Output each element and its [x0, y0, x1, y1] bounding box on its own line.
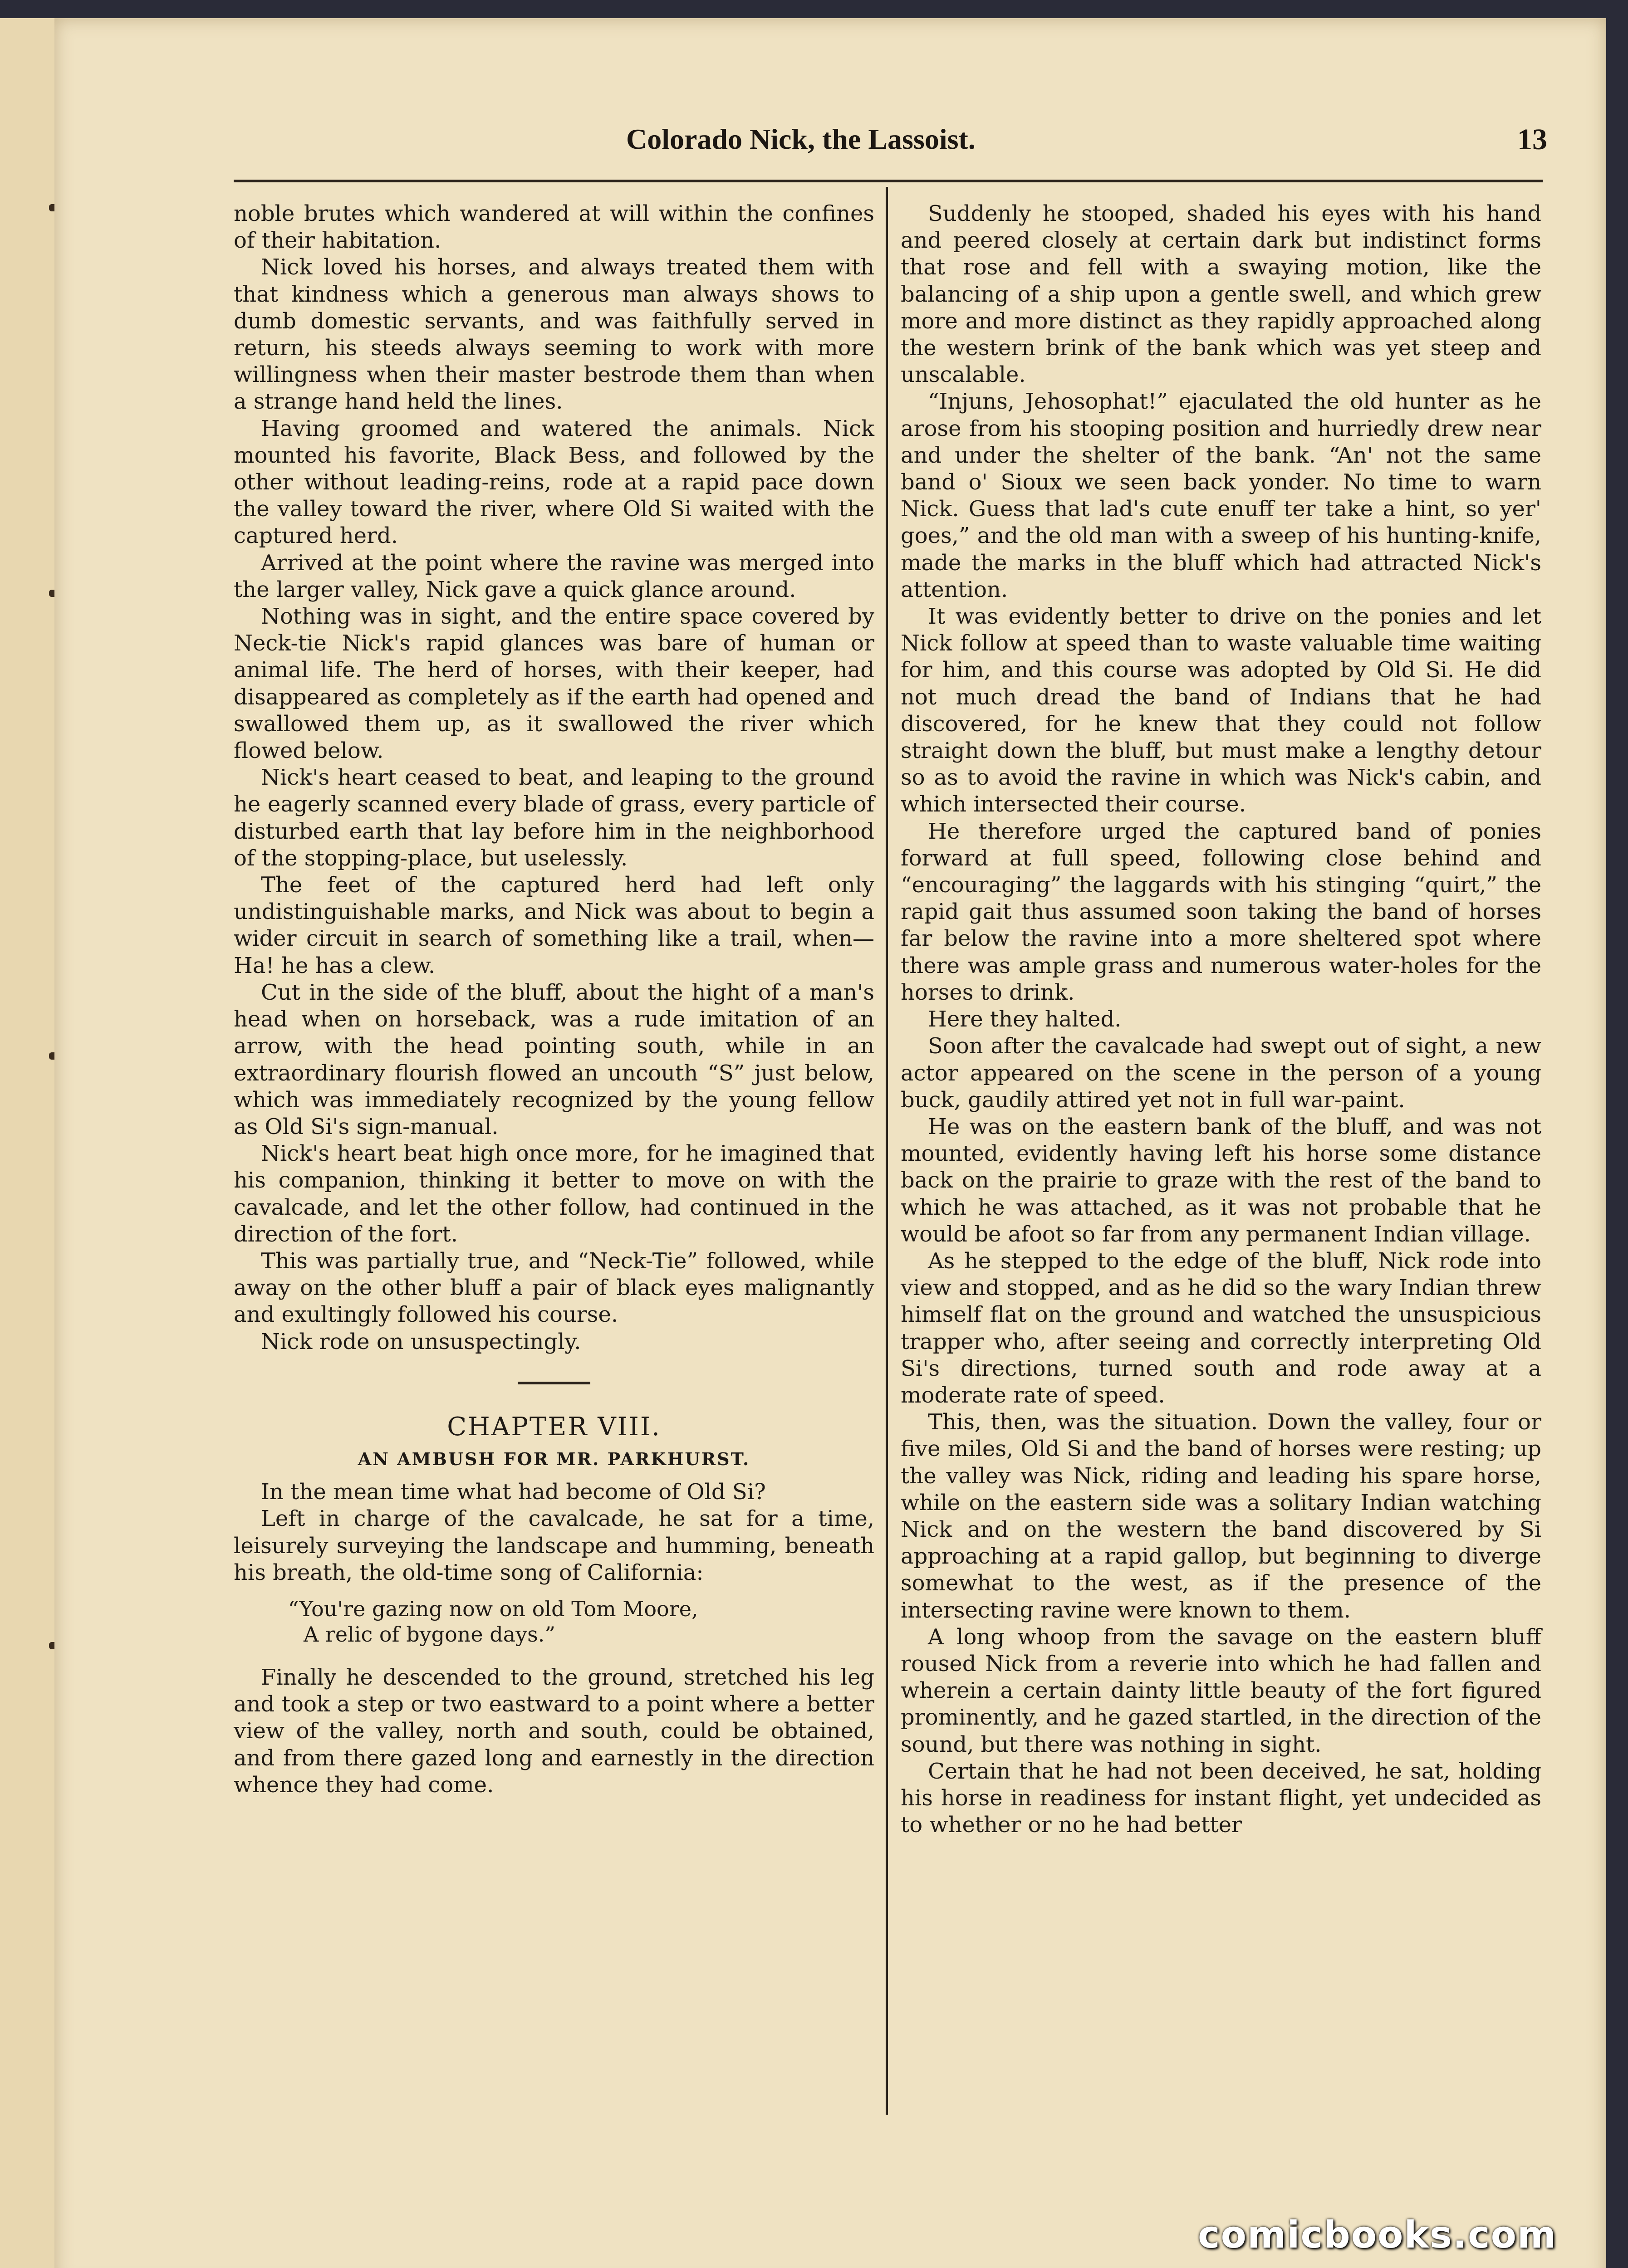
paragraph: This, then, was the situation. Down the valley, four or five miles, Old Si and the band of horses were resting; up the valley was Nick, riding and leading his spare horse, while on the eastern side was a solitary Indian watching Nick and on the western the band discovered by Si approaching at a rapid gallop, but beginning to diverge somewhat to the west, as if the presence of the intersecting ravine were known to them.: [901, 1409, 1541, 1623]
paragraph: The feet of the captured herd had left only undistinguishable marks, and Nick was about to begin a wider circuit in search of something like a trail, when— Ha! he has a clew.: [234, 872, 874, 978]
chapter-subtitle: AN AMBUSH FOR MR. PARKHURST.: [358, 1448, 750, 1469]
paragraph: In the mean time what had become of Old Si?: [261, 1479, 766, 1505]
paragraph: “Injuns, Jehosophat!” ejaculated the old hunter as he arose from his stooping position and hurriedly drew near and under the shelter of the bank. “An' not the same band o' Sioux we seen back yonder. No time to warn Nick. Guess that lad's cute enuff ter take a hint, so yer' goes,” and the old man with a sweep of his hunting-knife, made the marks in the bluff which had attracted Nick's attention.: [901, 389, 1541, 602]
paragraph: As he stepped to the edge of the bluff, Nick rode into view and stopped, and as he did so the wary Indian threw himself flat on the ground and watched the unsuspicious trapper who, after seeing and correctly interpreting Old Si's directions, turned south and rode away at a moderate rate of speed.: [901, 1248, 1541, 1408]
watermark: comicbooks.com: [1198, 2214, 1557, 2257]
chapter-heading: CHAPTER VIII.: [447, 1412, 661, 1442]
header-rule: [234, 180, 1543, 182]
paragraph: It was evidently better to drive on the ponies and let Nick follow at speed than to waste valuable time waiting for him, and this course was adopted by Old Si. He did not much dread the band of Indians that he had discovered, for he knew that they could not follow straight down the bluff, but must make a lengthy detour so as to avoid the ravine in which was Nick's cabin, and which intersected their course.: [901, 604, 1541, 817]
paragraph: noble brutes which wandered at will within the confines of their habitation.: [234, 201, 874, 254]
paragraph: Nick rode on unsuspectingly.: [261, 1329, 581, 1354]
paragraph: Soon after the cavalcade had swept out of sight, a new actor appeared on the scene in the person of a young buck, gaudily attired yet not in full war-paint.: [901, 1033, 1541, 1113]
page-header: [181, 113, 1552, 172]
paragraph: He was on the eastern bank of the bluff, and was not mounted, evidently having left his horse some distance back on the prairie to graze with the rest of the band to which he was attached, as it was not probable that he would be afoot so far from any permanent Indian village.: [901, 1114, 1541, 1247]
paragraph: This was partially true, and “Neck-Tie” followed, while away on the other bluff a pair of black eyes malignantly and exultingly followed his course.: [234, 1248, 874, 1328]
paragraph: Suddenly he stooped, shaded his eyes with his hand and peered closely at certain dark but indistinct forms that rose and fell with a swaying motion, like the balancing of a ship upon a gentle swell, and which grew more and more distinct as they rapidly approached along the western brink of the bank which was yet steep and unscalable.: [901, 201, 1541, 388]
section-divider: [518, 1382, 590, 1384]
paragraph: Arrived at the point where the ravine was merged into the larger valley, Nick gave a quick glance around.: [234, 550, 874, 602]
paragraph: Certain that he had not been deceived, he sat, holding his horse in readiness for instant flight, yet undecided as to whether or no he had better: [901, 1758, 1541, 1838]
paragraph: He therefore urged the captured band of ponies forward at full speed, following close behind and “encouraging” the laggards with his stinging “quirt,” the rapid gait thus assumed soon taking the band of horses far below the ravine into a more sheltered spot where there was ample grass and numerous water-holes for the horses to drink.: [901, 818, 1541, 1005]
paragraph: Nothing was in sight, and the entire space covered by Neck-tie Nick's rapid glances was bare of human or animal life. The herd of horses, with their keeper, had disappeared as completely as if the earth had opened and swallowed them up, as it swallowed the river which flowed below.: [234, 604, 874, 764]
paragraph: Nick's heart beat high once more, for he imagined that his companion, thinking it better to move on with the cavalcade, and let the other follow, had continued in the direction of the fort.: [234, 1141, 874, 1247]
verse-quote: [288, 1596, 874, 1647]
left-column: [234, 200, 874, 1799]
right-column: [901, 200, 1541, 1838]
verse-line: A relic of bygone days.”: [304, 1622, 555, 1647]
verse-line: “You're gazing now on old Tom Moore,: [288, 1596, 698, 1621]
binding-gutter: [0, 18, 56, 2268]
page-number: 13: [1517, 123, 1547, 156]
paragraph: Nick loved his horses, and always treated them with that kindness which a generous man always shows to dumb domestic servants, and was faithfully served in return, his steeds always seeming to work with more willingness when their master bestrode them than when a strange hand held the lines.: [234, 254, 874, 415]
paragraph: A long whoop from the savage on the eastern bluff roused Nick from a reverie into which he had fallen and wherein a certain dainty little beauty of the fort figured prominently, and he gazed startled, in the direction of the sound, but there was nothing in sight.: [901, 1624, 1541, 1757]
paragraph: Nick's heart ceased to beat, and leaping to the ground he eagerly scanned every blade of grass, every particle of disturbed earth that lay before him in the neighborhood of the stopping-place, but uselessly.: [234, 765, 874, 871]
paragraph: Cut in the side of the bluff, about the hight of a man's head when on horseback, was a rude imitation of an arrow, with the head pointing south, while in an extraordinary flourish flowed an uncouth “S” just below, which was immediately recognized by the young fellow as Old Si's sign-manual.: [234, 979, 874, 1139]
paragraph: Left in charge of the cavalcade, he sat for a time, leisurely surveying the landscape and humming, beneath his breath, the old-time song of California:: [234, 1506, 874, 1585]
running-title: Colorado Nick, the Lassoist.: [626, 123, 976, 155]
column-divider: [886, 187, 888, 2115]
paragraph: Having groomed and watered the animals. Nick mounted his favorite, Black Bess, and followed by the other without leading-reins, rode at a rapid pace down the valley toward the river, where Old Si waited with the captured herd.: [234, 415, 874, 549]
paragraph: Here they halted.: [928, 1007, 1122, 1032]
paragraph: Finally he descended to the ground, stretched his leg and took a step or two eastward to a point where a better view of the valley, north and south, could be obtained, and from there gazed long and earnestly in the direction whence they had come.: [234, 1664, 874, 1798]
